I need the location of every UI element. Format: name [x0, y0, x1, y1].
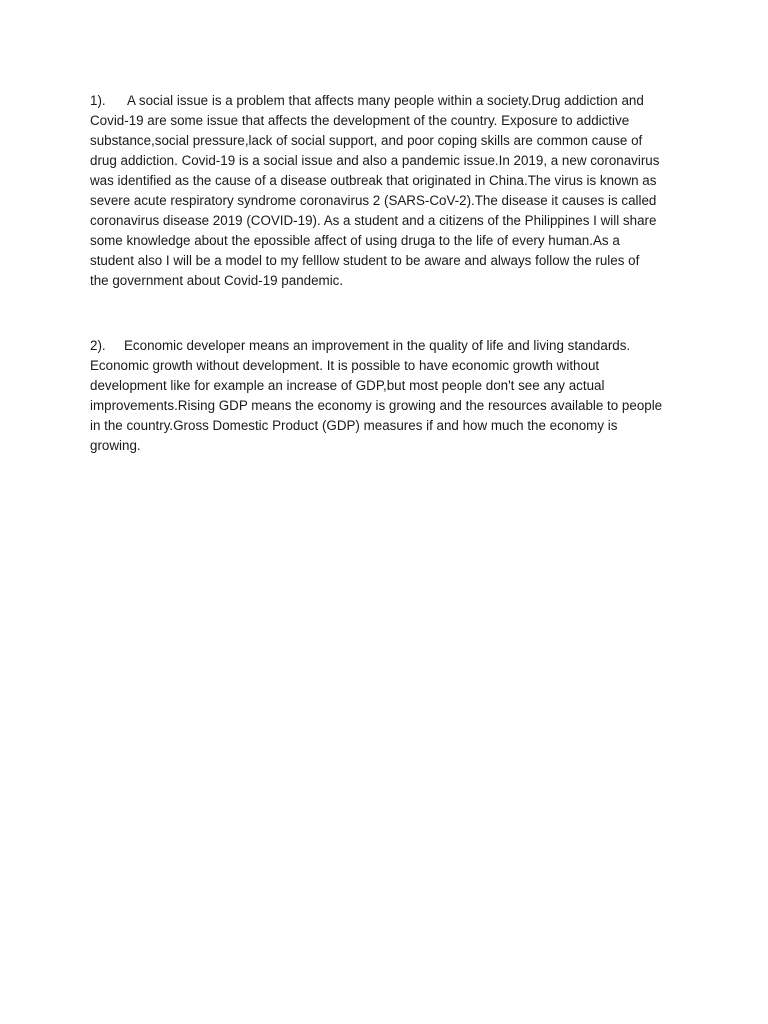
paragraph-line: severe acute respiratory syndrome coronavirus 2 (SARS-CoV-2).The disease it causes is called [90, 193, 657, 208]
paragraph-1 [90, 91, 659, 291]
paragraph-line: improvements.Rising GDP means the economy is growing and the resources available to people [90, 398, 663, 413]
paragraph-line [90, 91, 659, 111]
paragraph-line: some knowledge about the epossible affect of using druga to the life of every human.As a [90, 233, 620, 248]
paragraph-line: in the country.Gross Domestic Product (GDP) measures if and how much the economy is [90, 418, 618, 433]
paragraph-line [90, 336, 662, 356]
paragraph-line: was identified as the cause of a disease outbreak that originated in China.The virus is known as [90, 173, 657, 188]
paragraph-line: Economic growth without development. It is possible to have economic growth without [90, 358, 600, 373]
paragraph-line: the government about Covid-19 pandemic. [90, 273, 344, 288]
paragraph-number: 2). [90, 338, 106, 353]
paragraph-number: 1). [90, 93, 106, 108]
paragraph-line: drug addiction. Covid-19 is a social issue and also a pandemic issue.In 2019, a new coronavirus [90, 153, 660, 168]
paragraph-line: coronavirus disease 2019 (COVID-19). As a student and a citizens of the Philippines I will share [90, 213, 657, 228]
paragraph-line: student also I will be a model to my felllow student to be aware and always follow the rules of [90, 253, 640, 268]
paragraph-line: substance,social pressure,lack of social support, and poor coping skills are common cause of [90, 133, 643, 148]
paragraph-line: Covid-19 are some issue that affects the development of the country. Exposure to addictive [90, 113, 630, 128]
paragraph-line: development like for example an increase of GDP,but most people don't see any actual [90, 378, 605, 393]
paragraph-2 [90, 336, 662, 456]
paragraph-line: growing. [90, 438, 141, 453]
line-text: A social issue is a problem that affects many people within a society.Drug addiction and [127, 93, 644, 108]
line-text: Economic developer means an improvement in the quality of life and living standards. [124, 338, 631, 353]
